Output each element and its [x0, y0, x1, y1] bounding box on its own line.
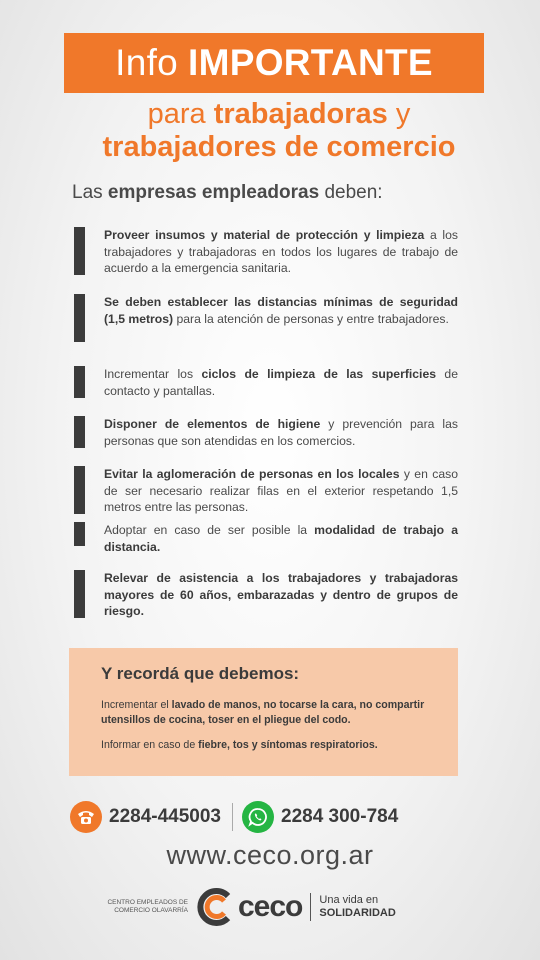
item-bold: Proveer insumos y material de protección y limpieza	[104, 228, 425, 242]
bullet-bar	[74, 366, 85, 398]
item-bold: Disponer de elementos de higiene	[104, 417, 321, 431]
list-item	[74, 366, 458, 398]
list-item	[74, 522, 458, 554]
item-rest: de contacto y pantallas.	[104, 367, 458, 398]
item-rest: y prevención para las personas que son atendidas en los comercios.	[104, 417, 458, 448]
item-bold: ciclos de limpieza de las superficies	[201, 367, 436, 381]
intro-bold: empresas empleadoras	[107, 182, 320, 203]
bullet-bar	[74, 416, 85, 448]
title-banner	[64, 33, 484, 93]
list-item	[74, 416, 458, 448]
brand-name: ceco	[238, 890, 303, 923]
banner-bold-text: IMPORTANTE	[188, 42, 433, 83]
reminder-p2-pre: Informar en caso de	[101, 739, 199, 751]
item-bold: modalidad de trabajo a distancia.	[104, 523, 458, 554]
banner-light-text: Info	[115, 42, 179, 83]
divider	[232, 803, 233, 831]
subtitle	[64, 98, 494, 164]
item-bold: Se deben establecer las distancias mínimas de seguridad (1,5 metros)	[104, 295, 458, 326]
list-item	[74, 466, 458, 514]
subtitle-conj: y	[395, 98, 411, 130]
reminder-box	[69, 648, 458, 776]
subtitle-line2: trabajadores de comercio	[102, 131, 456, 163]
reminder-paragraph-2	[101, 738, 438, 753]
tagline-line-2: SOLIDARIDAD	[319, 907, 396, 919]
bullet-bar	[74, 522, 85, 546]
bullet-bar	[74, 227, 85, 275]
item-bold: Relevar de asistencia a los trabajadores y trabajadoras mayores de 60 años, embarazadas y dentro de grupos de riesgo.	[104, 571, 458, 618]
org-name: CENTRO EMPLEADOS DE COMERCIO OLAVARRÍA	[107, 899, 188, 914]
reminder-p1-pre: Incrementar el	[101, 699, 172, 711]
divider	[310, 893, 311, 921]
whatsapp-icon	[242, 801, 274, 833]
footer-logo	[86, 882, 426, 932]
subtitle-para: para	[147, 98, 206, 130]
intro-text	[72, 182, 383, 204]
reminder-p1-bold: lavado de manos, no tocarse la cara, no compartir utensillos de cocina, toser en el pliegue del codo.	[101, 699, 425, 726]
website-link[interactable]: www.ceco.org.ar	[166, 840, 374, 870]
whatsapp-number[interactable]: 2284 300-784	[281, 806, 399, 827]
tagline	[319, 894, 395, 920]
bullet-bar	[74, 466, 85, 514]
item-pre: Incrementar los	[104, 367, 202, 381]
item-rest: y en caso de ser necesario realizar filas en el exterior respetando 1,5 metros entre las personas.	[104, 467, 458, 514]
item-rest: a los trabajadores y trabajadoras en todos los lugares de trabajo de acuerdo a la emergencia sanitaria.	[104, 228, 458, 275]
bullet-bar	[74, 294, 85, 342]
reminder-p2-bold: fiebre, tos y síntomas respiratorios.	[198, 739, 378, 751]
list-item	[74, 227, 458, 275]
phone-number[interactable]: 2284-445003	[109, 806, 221, 827]
subtitle-trabajadoras: trabajadoras	[213, 98, 388, 130]
ceco-logo-icon	[194, 886, 236, 928]
item-rest: para la atención de personas y entre trabajadores.	[173, 311, 449, 326]
contacts-row	[70, 800, 460, 834]
item-pre: Adoptar en caso de ser posible la	[104, 523, 315, 537]
list-item	[74, 294, 458, 342]
list-item	[74, 570, 458, 618]
bullet-bar	[74, 570, 85, 618]
reminder-paragraph-1	[101, 698, 438, 728]
tagline-line-1: Una vida en	[319, 894, 379, 906]
intro-pre: Las	[72, 182, 103, 203]
item-bold: Evitar la aglomeración de personas en los locales	[104, 467, 400, 481]
reminder-title: Y recordá que debemos:	[101, 664, 300, 683]
intro-post: deben:	[324, 182, 383, 203]
telephone-icon	[70, 801, 102, 833]
